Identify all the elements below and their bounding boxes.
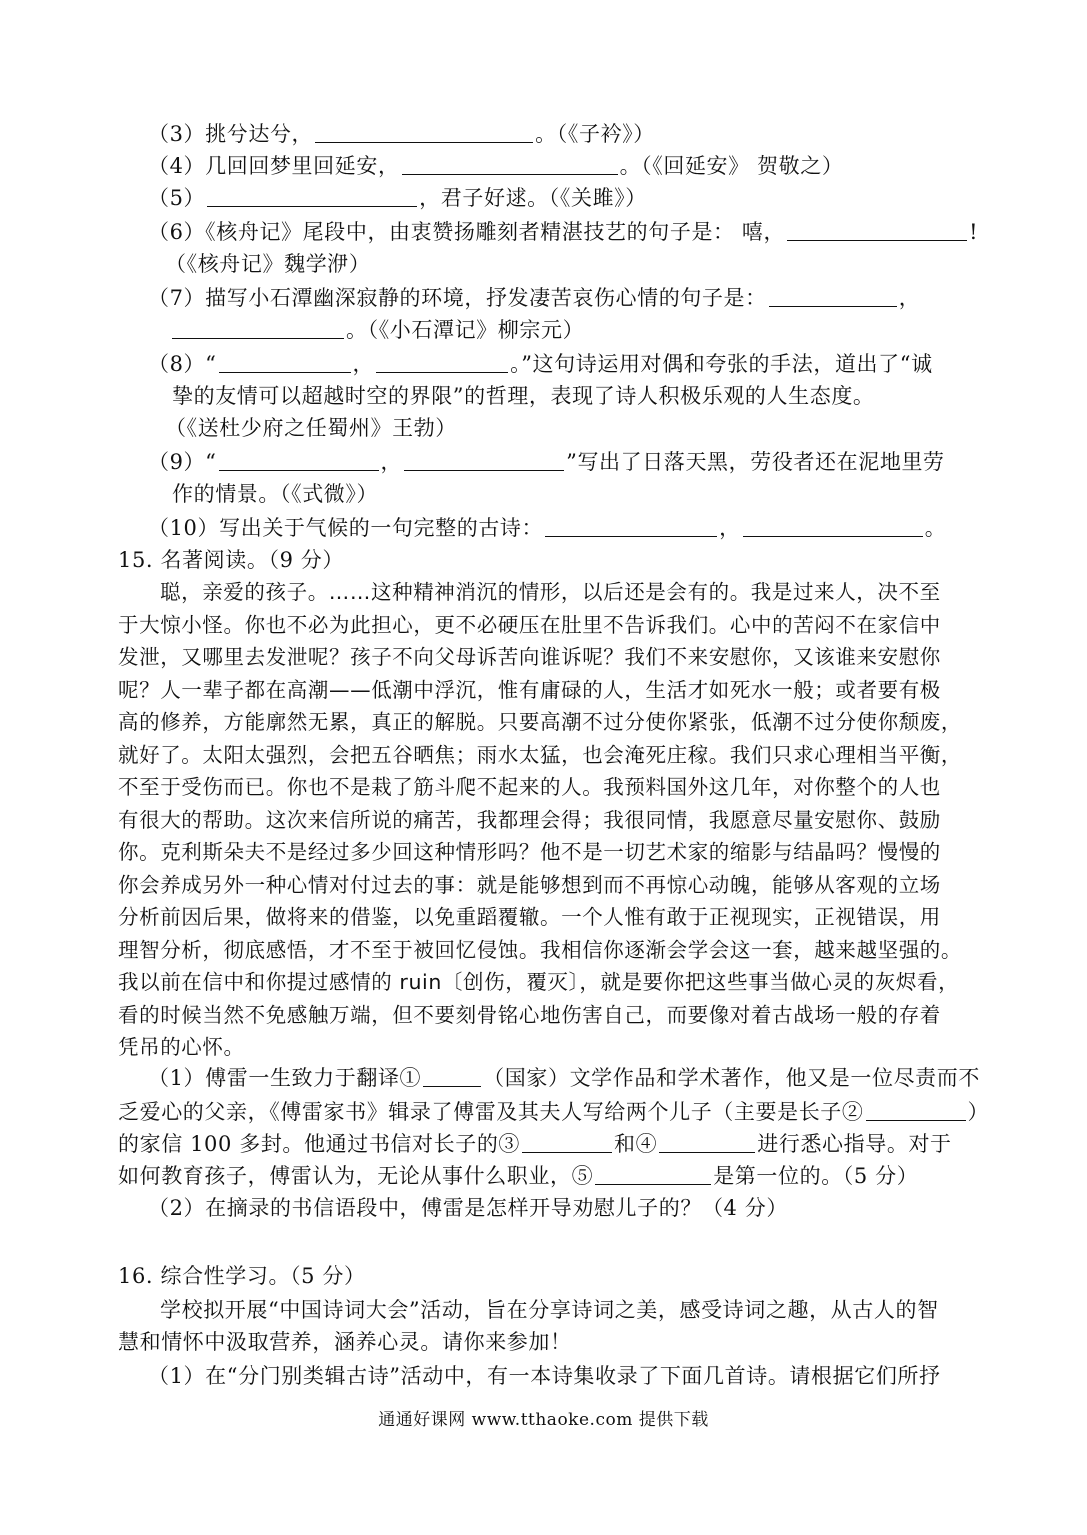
passage-line: 凭吊的心怀。 — [118, 1035, 245, 1059]
answer-blank[interactable] — [315, 122, 533, 143]
answer-blank[interactable] — [595, 1164, 711, 1185]
q16-title: 16. 综合性学习。（5 分） — [118, 1264, 366, 1288]
answer-blank[interactable] — [787, 220, 967, 241]
q14-item-5: （5） ，君子好逑。（《关雎》） — [148, 186, 647, 210]
passage-line: 高的修养，方能廓然无累，真正的解脱。只要高潮不过分使你紧张，低潮不过分使你颓废， — [118, 710, 962, 734]
answer-blank[interactable] — [522, 1132, 612, 1153]
q15-sub1-line1: （1）傅雷一生致力于翻译① （国家）文学作品和学术著作，他又是一位尽责而不 — [148, 1066, 980, 1090]
answer-blank[interactable] — [219, 352, 351, 373]
passage-line: 有很大的帮助。这次来信所说的痛苦，我都理会得；我很同情，我愿意尽量安慰你、鼓励 — [118, 808, 941, 832]
q14-item-7-cont: 。（《小石潭记》柳宗元） — [172, 316, 584, 344]
answer-blank[interactable] — [219, 450, 379, 471]
passage-line: 分析前因后果，做将来的借鉴，以免重蹈覆辙。一个人惟有敢于正视现实，正视错误，用 — [118, 905, 941, 929]
q14-item-7: （7）描写小石潭幽深寂静的环境，抒发凄苦哀伤心情的句子是： ， — [148, 286, 921, 310]
q16-para-line1: 学校拟开展“中国诗词大会”活动，旨在分享诗词之美，感受诗词之趣，从古人的智 — [160, 1298, 939, 1322]
passage-line: 聪，亲爱的孩子。……这种精神消沉的情形，以后还是会有的。我是过来人，决不至 — [160, 580, 941, 604]
answer-blank[interactable] — [659, 1132, 755, 1153]
page-footer: 通通好课网 www.tthaoke.com 提供下载 — [378, 1410, 709, 1430]
q14-item-8-source: （《送杜少府之任蜀州》王勃） — [165, 416, 457, 440]
q16-sub1: （1）在“分门别类辑古诗”活动中，有一本诗集收录了下面几首诗。请根据它们所抒 — [148, 1364, 941, 1388]
answer-blank[interactable] — [172, 318, 344, 339]
answer-blank[interactable] — [207, 186, 417, 207]
passage-line: 于大惊小怪。你也不必为此担心，更不必硬压在肚里不告诉我们。心中的苦闷不在家信中 — [118, 613, 941, 637]
q14-item-9: （9）“ ， ”写出了日落天黑，劳役者还在泥地里劳 — [148, 450, 945, 474]
passage-line: 呢？人一辈子都在高潮——低潮中浮沉，惟有庸碌的人，生活才如死水一般；或者要有极 — [118, 678, 941, 702]
q15-title: 15. 名著阅读。（9 分） — [118, 548, 345, 572]
q15-sub2: （2）在摘录的书信语段中，傅雷是怎样开导劝慰儿子的？（4 分） — [148, 1196, 788, 1220]
answer-blank[interactable] — [423, 1066, 481, 1087]
q14-item-4: （4）几回回梦里回延安， 。（《回延安》 贺敬之） — [148, 154, 844, 178]
q15-sub1-line3: 的家信 100 多封。他通过书信对长子的③ 和④ 进行悉心指导。对于 — [118, 1132, 952, 1156]
q14-item-8-cont: 挚的友情可以超越时空的界限”的哲理，表现了诗人积极乐观的人生态度。 — [172, 384, 875, 408]
passage-line: 你。克利斯朵夫不是经过多少回这种情形吗？他不是一切艺术家的缩影与结晶吗？慢慢的 — [118, 840, 941, 864]
q15-sub1-line2: 乏爱心的父亲，《傅雷家书》辑录了傅雷及其夫人写给两个儿子（主要是长子② ） — [118, 1100, 990, 1124]
passage-line: 就好了。太阳太强烈，会把五谷晒焦；雨水太猛，也会淹死庄稼。我们只求心理相当平衡， — [118, 743, 962, 767]
answer-blank[interactable] — [376, 352, 508, 373]
q16-para-line2: 慧和情怀中汲取营养，涵养心灵。请你来参加！ — [118, 1330, 572, 1354]
q14-item-6-source: （《核舟记》魏学洢） — [165, 252, 371, 276]
passage-line: 看的时候当然不免感触万端，但不要刻骨铭心地伤害自己，而要像对着古战场一般的存着 — [118, 1003, 941, 1027]
q14-item-10: （10）写出关于气候的一句完整的古诗： ， 。 — [148, 516, 947, 540]
answer-blank[interactable] — [743, 516, 923, 537]
passage-line: 理智分析，彻底感悟，才不至于被回忆侵蚀。我相信你逐渐会学会这一套，越来越坚强的。 — [118, 938, 962, 962]
passage-line: 你会养成另外一种心情对付过去的事：就是能够想到而不再惊心动魄，能够从客观的立场 — [118, 873, 941, 897]
answer-blank[interactable] — [402, 154, 618, 175]
q14-item-9-cont: 作的情景。（《式微》） — [172, 482, 379, 506]
passage-line: 我以前在信中和你提过感情的 ruin〔创伤，覆灭〕，就是要你把这些事当做心灵的灰烬看， — [118, 970, 960, 994]
passage-line: 不至于受伤而已。你也不是栽了筋斗爬不起来的人。我预料国外这几年，对你整个的人也 — [118, 775, 941, 799]
answer-blank[interactable] — [545, 516, 717, 537]
passage-line: 发泄，又哪里去发泄呢？孩子不向父母诉苦向谁诉呢？我们不来安慰你，又该谁来安慰你 — [118, 645, 941, 669]
q15-sub1-line4: 如何教育孩子，傅雷认为，无论从事什么职业，⑤ 是第一位的。（5 分） — [118, 1164, 919, 1188]
q14-item-3: （3）挑兮达兮， 。（《子衿》） — [148, 122, 655, 146]
q14-item-6: （6）《核舟记》尾段中，由衷赞扬雕刻者精湛技艺的句子是： 嘻， ! — [148, 220, 979, 244]
q14-item-8: （8）“ ， 。”这句诗运用对偶和夸张的手法，道出了“诚 — [148, 352, 933, 376]
answer-blank[interactable] — [866, 1100, 966, 1121]
answer-blank[interactable] — [404, 450, 564, 471]
answer-blank[interactable] — [769, 286, 897, 307]
